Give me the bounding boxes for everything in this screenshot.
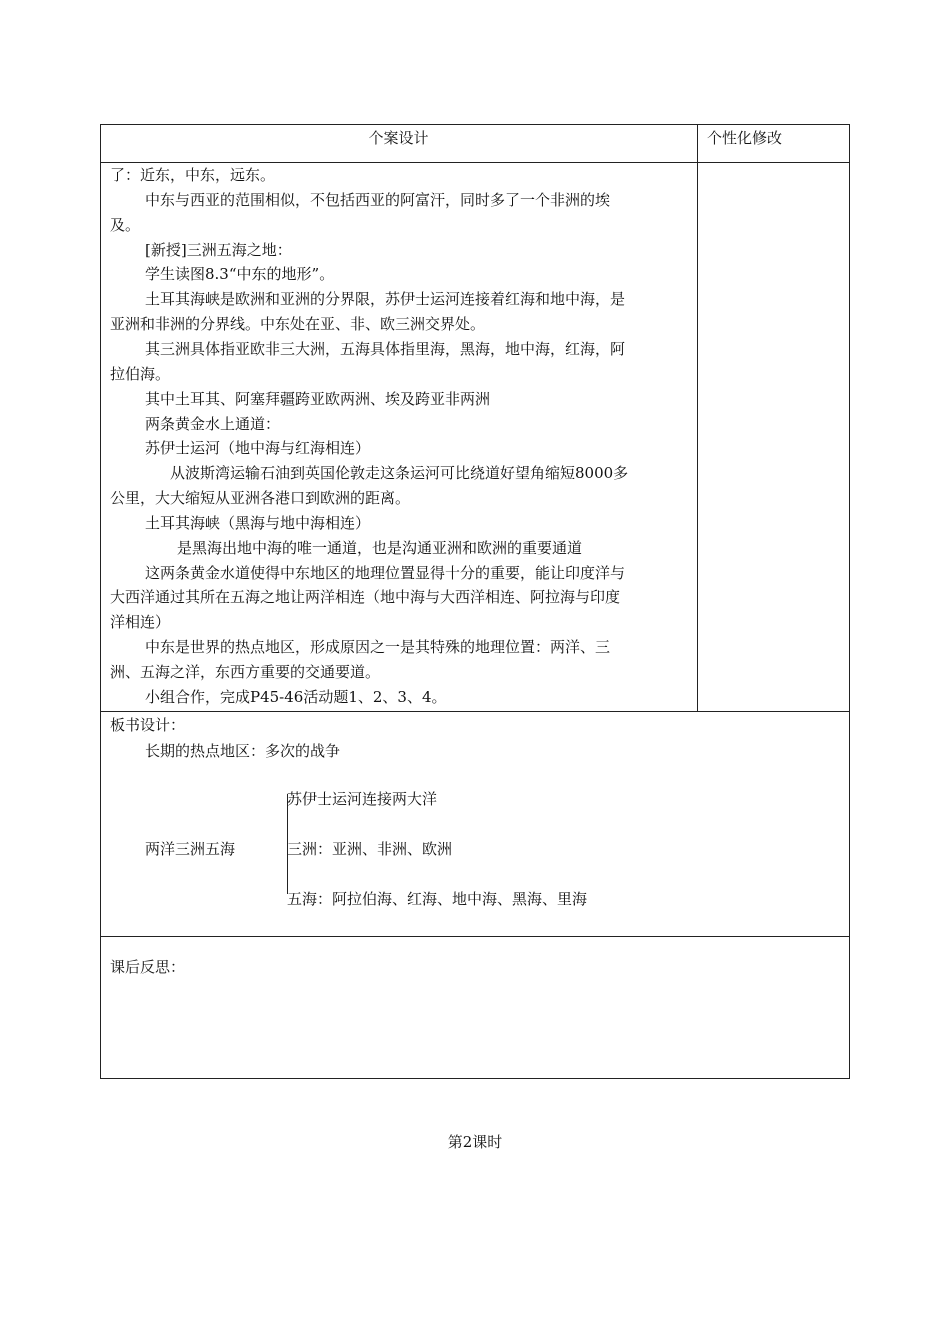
content-line: 洲、五海之洋，东西方重要的交通要道。 bbox=[110, 663, 381, 681]
content-line: 了：近东，中东，远东。 bbox=[110, 166, 276, 184]
content-line: 大西洋通过其所在五海之地让两洋相连（地中海与大西洋相连、阿拉海与印度 bbox=[110, 588, 621, 607]
table-bottom-border bbox=[100, 1078, 850, 1079]
content-line: 学生读图8.3“中东的地形”。 bbox=[145, 265, 335, 284]
content-line: 这两条黄金水道使得中东地区的地理位置显得十分的重要，能让印度洋与 bbox=[145, 563, 626, 582]
column-divider bbox=[697, 124, 698, 712]
board-item-continents: 三洲：亚洲、非洲、欧洲 bbox=[287, 840, 453, 858]
page-footer: 第2课时 bbox=[447, 1133, 503, 1151]
header-personal: 个性化修改 bbox=[707, 129, 783, 147]
content-line: 中东与西亚的范围相似，不包括西亚的阿富汗，同时多了一个非洲的埃 bbox=[145, 190, 611, 209]
content-line: 是黑海出地中海的唯一通道，也是沟通亚洲和欧洲的重要通道 bbox=[177, 538, 583, 557]
table-right-border bbox=[849, 124, 850, 1079]
content-line: 中东是世界的热点地区，形成原因之一是其特殊的地理位置：两洋、三 bbox=[145, 638, 611, 657]
content-line: 小组合作，完成P45-46活动题1、2、3、4。 bbox=[145, 687, 447, 706]
board-item-suez: 苏伊士运河连接两大洋 bbox=[287, 790, 438, 808]
content-line: 土耳其海峡（黑海与地中海相连） bbox=[145, 513, 371, 532]
content-line: 亚洲和非洲的分界线。中东处在亚、非、欧三洲交界处。 bbox=[110, 315, 486, 334]
content-line: 其三洲具体指亚欧非三大洲，五海具体指里海，黑海，地中海，红海，阿 bbox=[145, 339, 626, 358]
content-line: 公里，大大缩短从亚洲各港口到欧洲的距离。 bbox=[110, 489, 411, 508]
board-line-hotspot: 长期的热点地区：多次的战争 bbox=[145, 742, 341, 760]
board-main-label: 两洋三洲五海 bbox=[145, 840, 236, 858]
header-design: 个案设计 bbox=[368, 129, 429, 147]
content-line: 及。 bbox=[110, 215, 141, 234]
content-line: 苏伊士运河（地中海与红海相连） bbox=[145, 439, 371, 458]
content-bottom-border bbox=[100, 711, 850, 712]
reflection-label: 课后反思： bbox=[110, 958, 186, 976]
board-title: 板书设计： bbox=[110, 716, 186, 734]
table-top-border bbox=[100, 124, 850, 125]
content-line: [新授]三洲五海之地： bbox=[145, 240, 292, 259]
content-line: 土耳其海峡是欧洲和亚洲的分界限，苏伊士运河连接着红海和地中海，是 bbox=[145, 290, 626, 309]
board-item-seas: 五海：阿拉伯海、红海、地中海、黑海、里海 bbox=[287, 890, 588, 908]
content-line: 从波斯湾运输石油到英国伦敦走这条运河可比绕道好望角缩短8000多 bbox=[170, 464, 629, 483]
board-bottom-border bbox=[100, 936, 850, 937]
content-line: 拉伯海。 bbox=[110, 364, 171, 383]
table-left-border bbox=[100, 124, 101, 1079]
content-line: 其中土耳其、阿塞拜疆跨亚欧两洲、埃及跨亚非两洲 bbox=[145, 389, 491, 408]
content-line: 洋相连） bbox=[110, 613, 171, 632]
content-line: 两条黄金水上通道： bbox=[145, 414, 281, 433]
